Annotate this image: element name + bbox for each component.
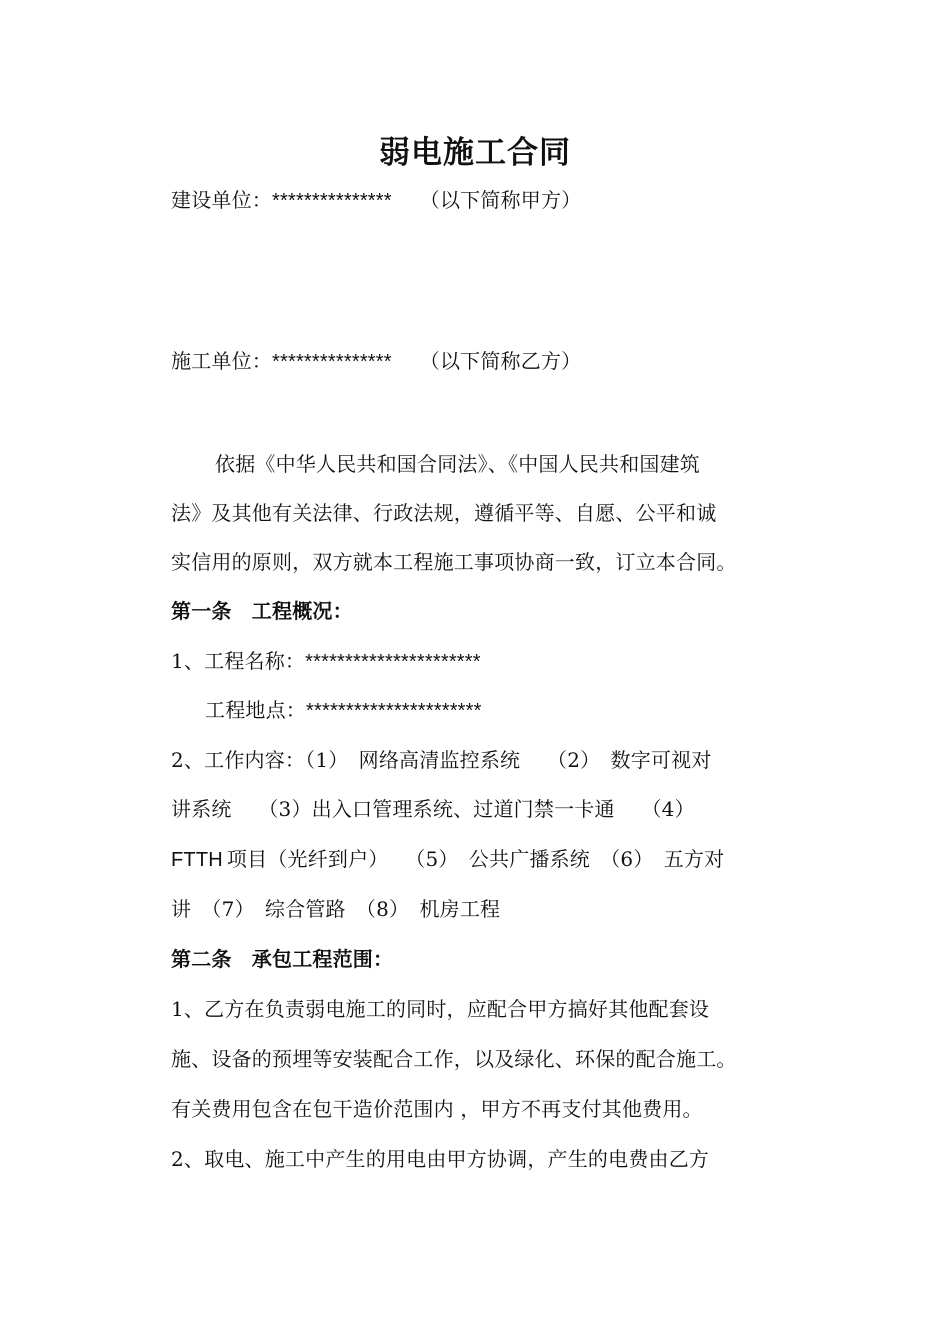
party-b-label: 施工单位： (171, 349, 272, 373)
article-2-heading: 第二条 承包工程范围： (171, 947, 394, 971)
document-title: 弱电施工合同 (379, 135, 571, 171)
party-b-line (171, 348, 581, 375)
project-name-label: 1、工程名称： (171, 649, 306, 673)
work-content-line-3 (171, 846, 724, 873)
party-b-value: *************** (272, 351, 392, 373)
preamble-line-2: 法》及其他有关法律、行政法规，遵循平等、自愿、公平和诚 (171, 501, 717, 525)
article-2-line-2: 施、设备的预埋等安装配合工作，以及绿化、环保的配合施工。 (171, 1047, 737, 1071)
party-a-label: 建设单位： (171, 188, 272, 212)
work-content-line-4: 讲 （7） 综合管路 （8） 机房工程 (171, 897, 501, 921)
project-name-line (171, 648, 481, 675)
article-2-line-1: 1、乙方在负责弱电施工的同时，应配合甲方搞好其他配套设 (171, 997, 710, 1021)
project-name-value: ********************** (305, 651, 481, 673)
project-site-value: ********************** (306, 700, 482, 722)
project-site-label: 工程地点： (205, 698, 306, 722)
article-1-heading: 第一条 工程概况： (171, 599, 353, 623)
party-b-note: （以下简称乙方） (419, 349, 582, 373)
preamble-line-1: 依据《中华人民共和国合同法》、《中国人民共和国建筑 (215, 452, 700, 476)
project-site-line (205, 697, 482, 724)
work-content-line-2: 讲系统 （3）出入口管理系统、过道门禁一卡通 （4） (171, 797, 695, 821)
work-content-line-1: 2、工作内容：（1） 网络高清监控系统 （2） 数字可视对 (171, 748, 712, 772)
article-2-line-3: 有关费用包含在包干造价范围内 ，甲方不再支付其他费用。 (171, 1097, 703, 1121)
preamble-line-3: 实信用的原则，双方就本工程施工事项协商一致，订立本合同。 (171, 550, 737, 574)
ftth-label: FTTH (171, 849, 223, 871)
party-a-note: （以下简称甲方） (419, 188, 582, 212)
party-a-value: *************** (272, 190, 392, 212)
work-content-line-3-text: 项目（光纤到户） （5） 公共广播系统 （6） 五方对 (226, 847, 725, 871)
article-2-line-4: 2、取电、施工中产生的用电由甲方协调，产生的电费由乙方 (171, 1147, 710, 1171)
party-a-line (171, 187, 581, 214)
